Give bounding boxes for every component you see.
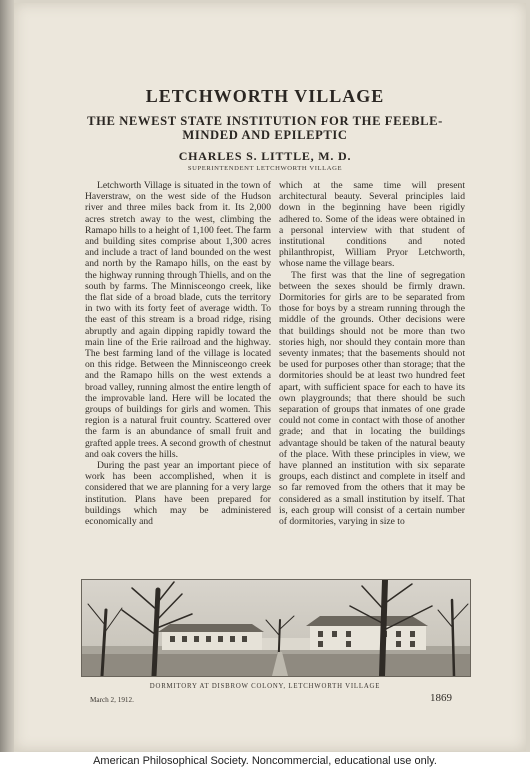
page-number: 1869 xyxy=(430,692,452,704)
right-paragraph-1: which at the same time will present architectural beauty. Several principles laid down in the beginning have been rigidly adhered to. Some of the ideas were obtained in a personal interview with that student of institutional conditions and noted philanthropist, William Pryor Letchworth, whose name the village bears. xyxy=(279,180,465,270)
usage-notice: American Philosophical Society. Noncommercial, educational use only. xyxy=(93,755,437,767)
article-title: LETCHWORTH VILLAGE xyxy=(145,86,385,106)
article-subtitle: THE NEWEST STATE INSTITUTION FOR THE FEEBLE-MINDED AND EPILEPTIC xyxy=(87,114,443,142)
book-binding xyxy=(0,0,14,752)
dormitory-photo xyxy=(81,579,471,677)
issue-date: March 2, 1912. xyxy=(90,696,134,704)
right-paragraph-2: The first was that the line of segregation between the sexes should be firmly drawn. Dormitories for girls are to be separated from those for boys by a stream running through the middle of the grounds. Other decisions were that buildings should not be more than two stories high, nor should they contain more than seventy inmates; that the basements should not be used for purposes other than storage; that the dormitories should be at least two hundred feet apart, with sufficient space for each to have its own playgrounds; that there should be such separation of groups that inmates of one grade could not come in contact with those of another grade; and that in locating the buildings advantage should be taken of the natural beauty of the place. With these principles in view, we have planned an institution with six separate groups, each distinct and complete in itself and so far removed from the others that it may be considered as a small institution by itself. That is, each group will consist of a certain number of dormitories, varying in size to xyxy=(279,269,465,528)
left-column xyxy=(85,180,271,527)
left-paragraph-2: During the past year an important piece of work has been accomplished, when it is considered that we are planning for a very large institution. Plans have been prepared for buildings which may be administered economically and xyxy=(85,460,271,528)
photo-caption: DORMITORY AT DISBROW COLONY, LETCHWORTH VILLAGE xyxy=(149,683,381,690)
author-role: SUPERINTENDENT LETCHWORTH VILLAGE xyxy=(187,165,343,172)
right-column xyxy=(279,180,465,527)
author-name: CHARLES S. LITTLE, M. D. xyxy=(178,149,352,163)
left-paragraph-1: Letchworth Village is situated in the town of Haverstraw, on the west side of the Hudson river and three miles back from it. Its 2,000 acres stretch away to the west, climbing the Ramapo hills to a height of 1,100 feet. The farm and building sites comprise about 1,300 acres and include a tract of land bounded on the west and north by the Ramapo hills, on the east by the highway running through Thiells, and on the south by farms. The Minnisceongo creek, like the flat side of a broad blade, cuts the territory in two with its forty feet of average width. To the east of this stream is a broad ridge, rising abruptly and again dipping rapidly toward the main line of the Erie railroad and the highway. The best farming land of the village is located on this ridge. Between the Minnisceongo creek and the Ramapo hills on the west extends a broad valley, running almost the entire length of the improvable land. Here will be located the groups of buildings for girls and women. This region is a natural fruit country. Scattered over the farm is an abundance of small fruit and grafted apple trees. A second growth of chestnut and oak covers the hills. xyxy=(85,180,271,460)
